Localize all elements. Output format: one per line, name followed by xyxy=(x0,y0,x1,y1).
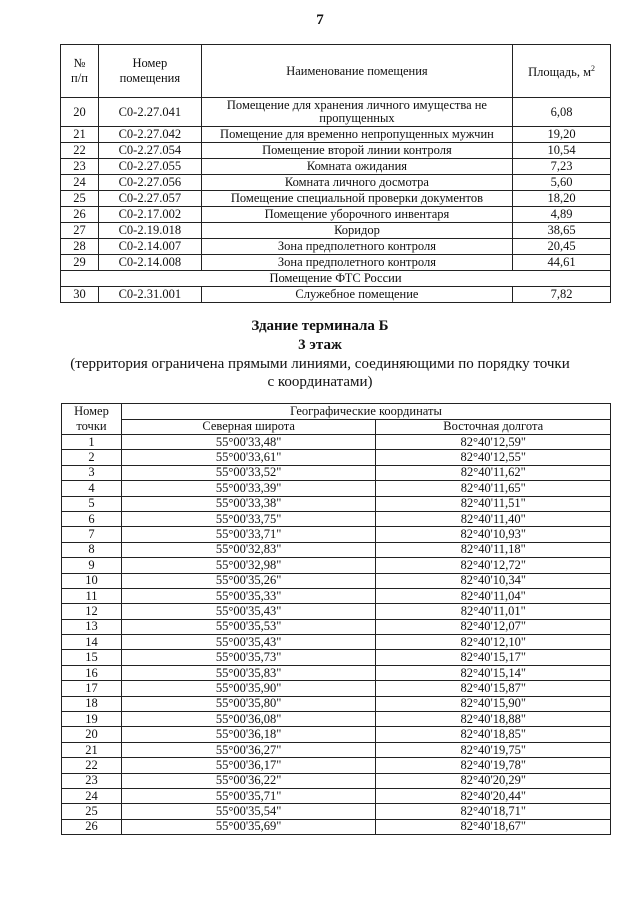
longitude: 82°40'12,59" xyxy=(376,435,611,450)
point-num: 26 xyxy=(62,819,122,834)
coord-row xyxy=(62,465,611,480)
room-name: Помещение для хранения личного имущества не пропущенных xyxy=(201,98,512,127)
room-area: 19,20 xyxy=(513,127,611,143)
point-num: 24 xyxy=(62,788,122,803)
room-num: 22 xyxy=(61,143,99,159)
room-code: С0-2.27.057 xyxy=(98,191,201,207)
room-area: 38,65 xyxy=(513,223,611,239)
longitude: 82°40'11,18" xyxy=(376,542,611,557)
header-point-line2: точки xyxy=(76,419,107,433)
header-name: Наименование помещения xyxy=(201,45,512,98)
point-num: 4 xyxy=(62,481,122,496)
coordinates-table-body xyxy=(62,435,611,835)
latitude: 55°00'32,83" xyxy=(121,542,376,557)
coord-row xyxy=(62,758,611,773)
longitude: 82°40'11,51" xyxy=(376,496,611,511)
latitude: 55°00'35,33" xyxy=(121,588,376,603)
rooms-table-body xyxy=(61,98,611,303)
point-num: 10 xyxy=(62,573,122,588)
longitude: 82°40'11,40" xyxy=(376,511,611,526)
room-num: 28 xyxy=(61,239,99,255)
room-num: 21 xyxy=(61,127,99,143)
latitude: 55°00'33,48" xyxy=(121,435,376,450)
point-num: 2 xyxy=(62,450,122,465)
room-row xyxy=(61,223,611,239)
latitude: 55°00'33,52" xyxy=(121,465,376,480)
point-num: 3 xyxy=(62,465,122,480)
room-area: 7,23 xyxy=(513,159,611,175)
room-num: 30 xyxy=(61,287,99,303)
latitude: 55°00'35,43" xyxy=(121,604,376,619)
room-code: С0-2.31.001 xyxy=(98,287,201,303)
room-name: Помещение для временно непропущенных мужчин xyxy=(201,127,512,143)
longitude: 82°40'12,72" xyxy=(376,558,611,573)
room-num: 25 xyxy=(61,191,99,207)
room-row xyxy=(61,255,611,271)
point-num: 18 xyxy=(62,696,122,711)
point-num: 25 xyxy=(62,804,122,819)
room-num: 20 xyxy=(61,98,99,127)
latitude: 55°00'35,26" xyxy=(121,573,376,588)
latitude: 55°00'35,73" xyxy=(121,650,376,665)
coord-row xyxy=(62,604,611,619)
latitude: 55°00'35,69" xyxy=(121,819,376,834)
header-area-label: Площадь, м xyxy=(528,65,592,80)
room-code: С0-2.14.008 xyxy=(98,255,201,271)
point-num: 15 xyxy=(62,650,122,665)
room-name: Коридор xyxy=(201,223,512,239)
latitude: 55°00'33,39" xyxy=(121,481,376,496)
coord-row xyxy=(62,665,611,680)
longitude: 82°40'11,04" xyxy=(376,588,611,603)
point-num: 19 xyxy=(62,712,122,727)
longitude: 82°40'15,14" xyxy=(376,665,611,680)
longitude: 82°40'20,29" xyxy=(376,773,611,788)
room-name: Зона предполетного контроля xyxy=(201,255,512,271)
point-num: 17 xyxy=(62,681,122,696)
latitude: 55°00'33,75" xyxy=(121,511,376,526)
room-row xyxy=(61,191,611,207)
point-num: 1 xyxy=(62,435,122,450)
longitude: 82°40'18,67" xyxy=(376,819,611,834)
header-lon: Восточная долгота xyxy=(376,419,611,435)
room-area: 20,45 xyxy=(513,239,611,255)
coord-row xyxy=(62,527,611,542)
coord-row xyxy=(62,511,611,526)
room-code: С0-2.27.054 xyxy=(98,143,201,159)
longitude: 82°40'18,71" xyxy=(376,804,611,819)
header-point xyxy=(62,404,122,435)
longitude: 82°40'18,85" xyxy=(376,727,611,742)
coord-row xyxy=(62,588,611,603)
room-code: С0-2.14.007 xyxy=(98,239,201,255)
header-area-sup: 2 xyxy=(591,64,596,74)
room-code: С0-2.27.041 xyxy=(98,98,201,127)
latitude: 55°00'35,80" xyxy=(121,696,376,711)
point-num: 9 xyxy=(62,558,122,573)
rooms-table-header xyxy=(61,45,611,98)
room-code: С0-2.27.056 xyxy=(98,175,201,191)
longitude: 82°40'11,01" xyxy=(376,604,611,619)
point-num: 13 xyxy=(62,619,122,634)
latitude: 55°00'35,71" xyxy=(121,788,376,803)
header-num-line2: п/п xyxy=(71,71,88,85)
room-row xyxy=(61,127,611,143)
header-area xyxy=(513,45,611,98)
coord-row xyxy=(62,788,611,803)
longitude: 82°40'11,62" xyxy=(376,465,611,480)
room-row xyxy=(61,207,611,223)
coord-row xyxy=(62,542,611,557)
coord-row xyxy=(62,696,611,711)
coord-row xyxy=(62,681,611,696)
coord-row xyxy=(62,650,611,665)
point-num: 23 xyxy=(62,773,122,788)
territory-note-line2: с координатами) xyxy=(267,374,373,390)
building-title: Здание терминала Б xyxy=(251,318,389,334)
room-row xyxy=(61,159,611,175)
page-number: 7 xyxy=(316,12,324,28)
latitude: 55°00'32,98" xyxy=(121,558,376,573)
coord-row xyxy=(62,558,611,573)
point-num: 8 xyxy=(62,542,122,557)
room-row xyxy=(61,287,611,303)
longitude: 82°40'12,07" xyxy=(376,619,611,634)
room-row xyxy=(61,98,611,127)
section-row xyxy=(61,271,611,287)
room-name: Помещение второй линии контроля xyxy=(201,143,512,159)
coords-header-row-1 xyxy=(62,404,611,420)
header-code-line2: помещения xyxy=(119,71,181,85)
room-area: 18,20 xyxy=(513,191,611,207)
longitude: 82°40'10,34" xyxy=(376,573,611,588)
room-code: С0-2.27.055 xyxy=(98,159,201,175)
longitude: 82°40'11,65" xyxy=(376,481,611,496)
floor-label: 3 этаж xyxy=(298,337,342,353)
room-area: 10,54 xyxy=(513,143,611,159)
header-code xyxy=(98,45,201,98)
longitude: 82°40'15,17" xyxy=(376,650,611,665)
point-num: 22 xyxy=(62,758,122,773)
latitude: 55°00'36,22" xyxy=(121,773,376,788)
room-num: 23 xyxy=(61,159,99,175)
longitude: 82°40'12,10" xyxy=(376,635,611,650)
latitude: 55°00'35,83" xyxy=(121,665,376,680)
latitude: 55°00'33,61" xyxy=(121,450,376,465)
coord-row xyxy=(62,635,611,650)
room-area: 5,60 xyxy=(513,175,611,191)
room-area: 6,08 xyxy=(513,98,611,127)
point-num: 7 xyxy=(62,527,122,542)
point-num: 16 xyxy=(62,665,122,680)
room-name: Зона предполетного контроля xyxy=(201,239,512,255)
latitude: 55°00'35,54" xyxy=(121,804,376,819)
coord-row xyxy=(62,573,611,588)
coord-row xyxy=(62,619,611,634)
latitude: 55°00'36,17" xyxy=(121,758,376,773)
coord-row xyxy=(62,450,611,465)
header-lat: Северная широта xyxy=(121,419,376,435)
room-name: Помещение специальной проверки документов xyxy=(201,191,512,207)
room-code: С0-2.19.018 xyxy=(98,223,201,239)
point-num: 12 xyxy=(62,604,122,619)
point-num: 20 xyxy=(62,727,122,742)
room-row xyxy=(61,175,611,191)
latitude: 55°00'33,71" xyxy=(121,527,376,542)
header-point-line1: Номер xyxy=(74,404,109,418)
longitude: 82°40'18,88" xyxy=(376,712,611,727)
longitude: 82°40'20,44" xyxy=(376,788,611,803)
rooms-table xyxy=(60,44,611,303)
room-code: С0-2.17.002 xyxy=(98,207,201,223)
coord-row xyxy=(62,496,611,511)
header-num-line1: № xyxy=(73,56,86,70)
coord-row xyxy=(62,481,611,496)
point-num: 21 xyxy=(62,742,122,757)
latitude: 55°00'36,18" xyxy=(121,727,376,742)
point-num: 5 xyxy=(62,496,122,511)
coord-row xyxy=(62,773,611,788)
latitude: 55°00'35,43" xyxy=(121,635,376,650)
header-code-line1: Номер xyxy=(132,56,168,70)
coords-header-row-2 xyxy=(62,419,611,435)
latitude: 55°00'35,53" xyxy=(121,619,376,634)
coord-row xyxy=(62,435,611,450)
longitude: 82°40'12,55" xyxy=(376,450,611,465)
coord-row xyxy=(62,804,611,819)
room-num: 24 xyxy=(61,175,99,191)
room-name: Комната ожидания xyxy=(201,159,512,175)
coord-row xyxy=(62,712,611,727)
section-label: Помещение ФТС России xyxy=(61,271,611,287)
room-code: С0-2.27.042 xyxy=(98,127,201,143)
room-name: Комната личного досмотра xyxy=(201,175,512,191)
coord-row xyxy=(62,727,611,742)
room-row xyxy=(61,143,611,159)
longitude: 82°40'10,93" xyxy=(376,527,611,542)
room-row xyxy=(61,239,611,255)
room-area: 7,82 xyxy=(513,287,611,303)
territory-note-line1: (территория ограничена прямыми линиями, соединяющими по порядку точки xyxy=(70,356,570,372)
longitude: 82°40'19,78" xyxy=(376,758,611,773)
latitude: 55°00'35,90" xyxy=(121,681,376,696)
room-num: 26 xyxy=(61,207,99,223)
point-num: 14 xyxy=(62,635,122,650)
latitude: 55°00'36,08" xyxy=(121,712,376,727)
latitude: 55°00'36,27" xyxy=(121,742,376,757)
point-num: 6 xyxy=(62,511,122,526)
longitude: 82°40'15,87" xyxy=(376,681,611,696)
longitude: 82°40'19,75" xyxy=(376,742,611,757)
room-area: 44,61 xyxy=(513,255,611,271)
header-geo: Географические координаты xyxy=(121,404,610,420)
coord-row xyxy=(62,819,611,834)
latitude: 55°00'33,38" xyxy=(121,496,376,511)
longitude: 82°40'15,90" xyxy=(376,696,611,711)
room-name: Служебное помещение xyxy=(201,287,512,303)
room-num: 29 xyxy=(61,255,99,271)
coordinates-table xyxy=(61,403,611,835)
point-num: 11 xyxy=(62,588,122,603)
room-name: Помещение уборочного инвентаря xyxy=(201,207,512,223)
coord-row xyxy=(62,742,611,757)
header-num xyxy=(61,45,99,98)
room-area: 4,89 xyxy=(513,207,611,223)
room-num: 27 xyxy=(61,223,99,239)
